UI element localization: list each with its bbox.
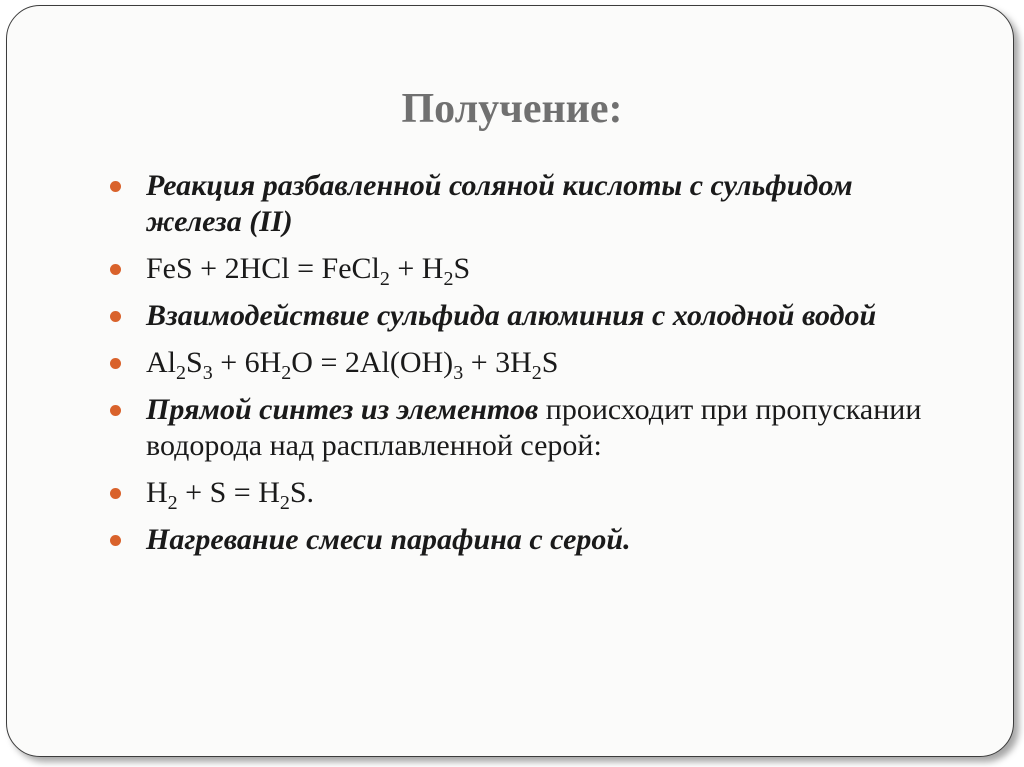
list-item-paraffin: [110, 522, 950, 558]
bullet-dot-icon: [110, 405, 121, 416]
bullet-dot-icon: [110, 181, 121, 192]
bullet-list: [110, 168, 950, 569]
item-text: Взаимодействие сульфида алюминия с холодной водой: [146, 299, 877, 332]
item-text: Нагревание смеси парафина с серой.: [146, 523, 631, 556]
item-text: Реакция разбавленной соляной кислоты с сульфидом железа (II): [146, 169, 853, 238]
item-text: Прямой синтез из элементов происходит при пропускании водорода над расплавленной серой:: [146, 393, 922, 462]
formula: $Al_2S_3 + 6H_2O = 2Al(OH)_3 + 3H_2S$: [146, 346, 559, 384]
formula: FeS + 2HCl = FeCl$_2$ + $H_2S$: [146, 252, 471, 290]
slide-title: Получение:: [401, 86, 623, 132]
bullet-dot-icon: [110, 358, 121, 369]
formula: $H_2 + S = H_2S$.: [146, 476, 315, 514]
list-item-reaction-hcl: [110, 168, 950, 240]
bullet-dot-icon: [110, 264, 121, 275]
list-item-direct-synthesis: [110, 392, 950, 464]
list-item-reaction-al2s3: [110, 298, 950, 334]
bullet-dot-icon: [110, 488, 121, 499]
bullet-dot-icon: [110, 311, 121, 322]
list-item-formula-fes: [110, 251, 950, 290]
list-item-formula-al2s3: [110, 345, 950, 384]
list-item-formula-h2s: [110, 475, 950, 514]
bullet-dot-icon: [110, 535, 121, 546]
